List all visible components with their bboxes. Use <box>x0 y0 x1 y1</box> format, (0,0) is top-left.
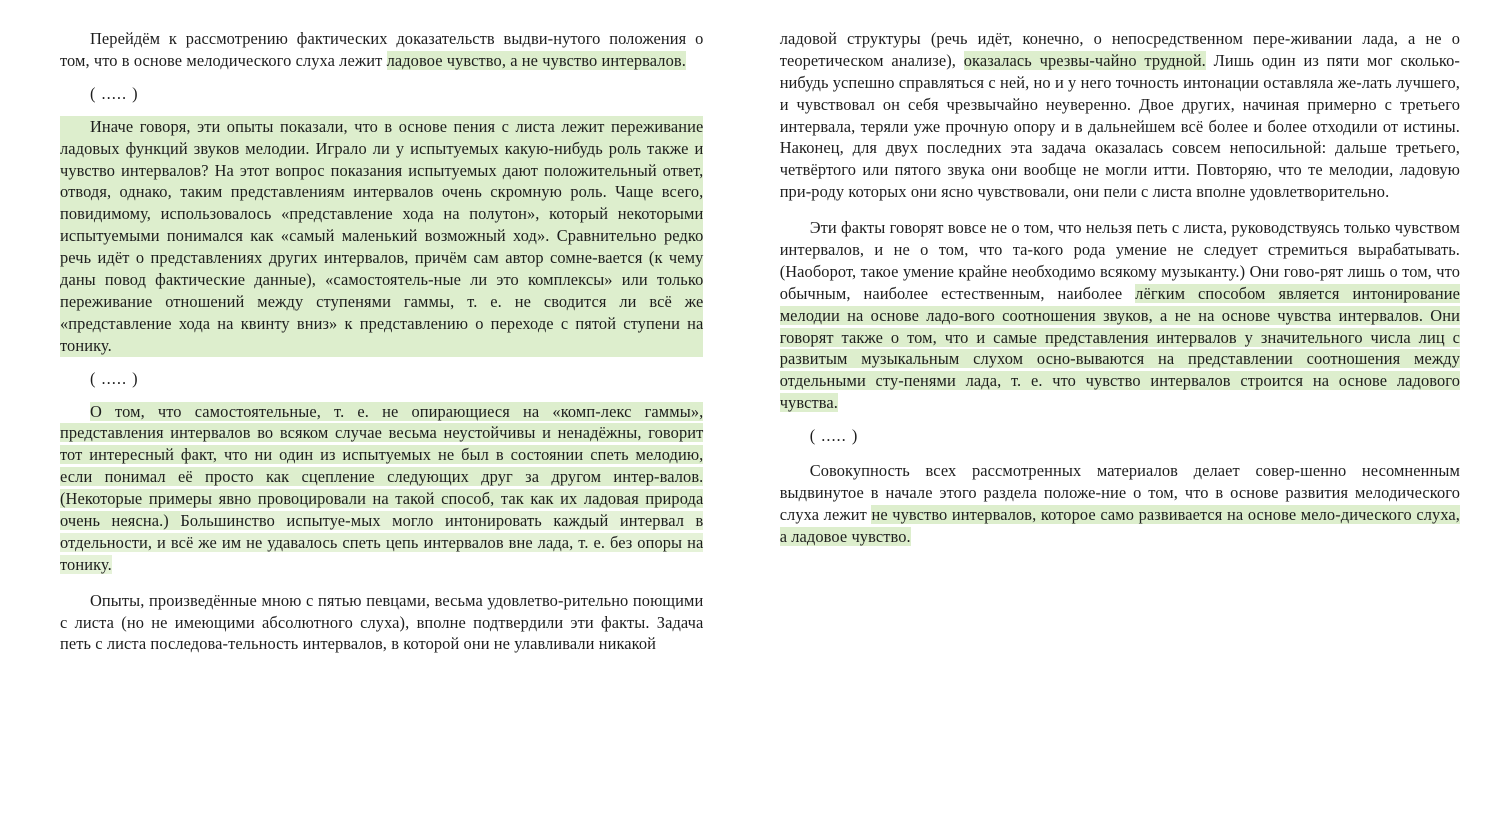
paragraph-left-2: Иначе говоря, эти опыты показали, что в основе пения с листа лежит переживание ладовых функций звуков мелодии. Играло ли у испытуемых какую-нибудь роль также и чувство интервалов? На этот вопрос показания испытуемых дают положительный ответ, отводя, однако, таким представлениям интервалов очень скромную роль. Чаще всего, повидимому, использовалось «представление хода на полутон», который некоторыми испытуемыми понимался как «самый маленький возможный ход». Сравнительно редко речь идёт о представлениях других интервалов, причём сам автор сомне-вается (к чему даны повод фактические данные), «самостоятель-ные ли это комплексы» или только переживание отношений между ступенями гаммы, т. е. не сводится ли всё же «представление хода на квинту вниз» к представлению о переходе с пятой ступени на тонику. <box>60 116 704 355</box>
paragraph-left-3 <box>60 401 703 576</box>
highlighted-text-run: ладовое чувство, а не чувство интервалов. <box>386 50 686 70</box>
paragraph-left-4: Опыты, произведённые мною с пятью певцами, весьма удовлетво-рительно поющими с листа (но не имеющими абсолютного слуха), вполне подтвердили эти факты. Задача петь с листа последова-тельность интервалов, в которой они не улавливали никакой <box>60 590 704 654</box>
text-run-plain: Совокупность всех рассмотренных материалов делает совер-шенно несомненным выдвинутое в начале этого раздела положе-ние о том, что в основе развития мелодического слуха лежит <box>779 461 1460 524</box>
right-column <box>780 28 1460 809</box>
text-run-plain: ладовой структуры (речь идёт, конечно, о непосредственном пере-живании лада, а не о теоретическом анализе), <box>779 29 1460 70</box>
paragraph-right-2 <box>780 217 1460 414</box>
paragraph-right-1 <box>780 28 1460 203</box>
text-run-plain: Лишь один из пяти мог сколько-нибудь успешно справляться с ней, но и у него точность интонации оставляла же-лать лучшего, и чувствовал он себя чрезвычайно неуверенно. Двое других, начиная примерно с третьего интервала, теряли уже прочную опору и в дальнейшем всё более и более отходили от истины. Наконец, для двух последних эта задача оказалась совсем непосильной: дальше третьего, четвёртого или пятого звука они вообще не могли итти. Повторяю, что те мелодии, ладовую при-роду которых они ясно чувствовали, они пели с листа вполне удовлетворительно. <box>779 50 1460 202</box>
highlighted-text-run: О том, что самостоятельные, т. е. не опирающиеся на «комп-лекс гаммы», представления интервалов во всяком случае весьма неустойчивы и ненадёжны, говорит тот интересный факт, что ни один из испытуемых не был в состоянии спеть мелодию, если понимал её просто как сцепление следующих друг за другом интер-валов. (Некоторые примеры явно провоцировали на такой способ, так как их ладовая природа очень неясна.) <box>60 401 704 531</box>
omission-marker-left-2: ( ..... ) <box>90 368 139 388</box>
omission-marker-left-1: ( ..... ) <box>90 83 139 103</box>
omission-marker-right-1: ( ..... ) <box>809 426 859 446</box>
paragraph-left-1 <box>60 28 703 72</box>
highlight-block-left-2 <box>60 116 703 357</box>
text-run-plain: Перейдём к рассмотрению фактических доказательств выдви-нутого положения о том, что в основе мелодического слуха лежит <box>60 29 704 70</box>
column-gutter <box>721 28 779 809</box>
highlighted-text-run: оказалась чрезвы-чайно трудной. <box>963 50 1206 70</box>
left-column <box>60 28 721 809</box>
highlighted-text-run: лёгким способом является интонирование мелодии на основе ладо-вого соотношения звуков, а не на основе чувства интервалов. Они говорят также о том, что и самые представления интервалов у значительного числа лиц с развитым музыкальным слухом осно-вываются на представлении соотношения между отдельными сту-пенями лада, т. е. что чувство интервалов строится на основе ладового чувства. <box>779 283 1461 413</box>
text-run-plain: Эти факты говорят вовсе не о том, что нельзя петь с листа, руководствуясь только чувством интервалов, и не о том, что та-кого рода умение не следует стремиться вырабатывать. (Наоборот, такое умение крайне необходимо всякому музыканту.) Они гово-рят лишь о том, что обычным, наиболее естественным, наиболее <box>779 218 1460 303</box>
highlighted-text-run: не чувство интервалов, которое само развивается на основе мело-дического слуха, а ладовое чувство. <box>779 504 1460 546</box>
text-run-plain: Большинство испытуе-мых могло интонировать каждый интервал в отдельности, и всё же им не удавалось спеть цепь интервалов вне лада, т. е. без опоры на тонику. <box>60 511 704 574</box>
paragraph-right-3 <box>780 460 1460 548</box>
